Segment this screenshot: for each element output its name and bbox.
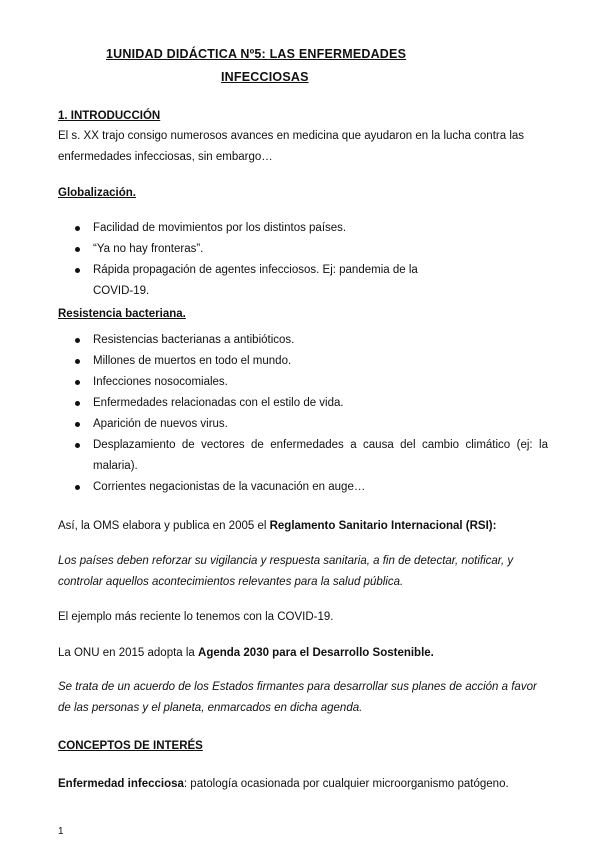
list-item: Facilidad de movimientos por los distintos países. bbox=[58, 218, 548, 239]
oms-paragraph: Así, la OMS elabora y publica en 2005 el Reglamento Sanitario Internacional (RSI): bbox=[58, 520, 497, 532]
bullet-icon bbox=[75, 268, 80, 273]
bullet-icon bbox=[75, 338, 80, 343]
resistencia-list bbox=[58, 330, 548, 498]
definition-paragraph: Enfermedad infecciosa: patología ocasionada por cualquier microorganismo patógeno. bbox=[58, 778, 509, 790]
definition-term: Enfermedad infecciosa bbox=[58, 778, 184, 790]
subheading-globalizacion: Globalización. bbox=[58, 187, 136, 199]
list-item: Infecciones nosocomiales. bbox=[58, 372, 548, 393]
bullet-icon bbox=[75, 485, 80, 490]
document-title-line-1: 1UNIDAD DIDÁCTICA Nº5: LAS ENFERMEDADES bbox=[106, 47, 407, 61]
oms-quote: Los países deben reforzar su vigilancia y respuesta sanitaria, a fin de detectar, notificar, y controlar aquellos acontecimientos relevantes para la salud pública. bbox=[58, 555, 514, 588]
bullet-icon bbox=[75, 422, 80, 427]
list-item: Desplazamiento de vectores de enfermedades a causa del cambio climático (ej: la malaria). bbox=[58, 435, 548, 477]
list-item: Enfermedades relacionadas con el estilo de vida. bbox=[58, 393, 548, 414]
intro-paragraph: El s. XX trajo consigo numerosos avances en medicina que ayudaron en la lucha contra las enfermedades infecciosas, sin embargo… bbox=[58, 130, 525, 163]
page-number: 1 bbox=[58, 826, 64, 837]
bullet-icon bbox=[75, 380, 80, 385]
list-item: “Ya no hay fronteras”. bbox=[58, 239, 548, 260]
agenda-bold-text: Agenda 2030 para el Desarrollo Sostenible. bbox=[198, 647, 434, 659]
bullet-icon bbox=[75, 359, 80, 364]
list-item: Rápida propagación de agentes infecciosos. Ej: pandemia de la COVID-19. bbox=[58, 260, 428, 302]
onu-quote: Se trata de un acuerdo de los Estados firmantes para desarrollar sus planes de acción a favor de las personas y el planeta, enmarcados en dicha agenda. bbox=[58, 681, 537, 714]
section-heading-introduccion: 1. INTRODUCCIÓN bbox=[58, 110, 161, 122]
rsi-bold-text: Reglamento Sanitario Internacional (RSI): bbox=[269, 520, 497, 532]
covid-example-paragraph: El ejemplo más reciente lo tenemos con la COVID-19. bbox=[58, 611, 334, 623]
section-heading-conceptos: CONCEPTOS DE INTERÉS bbox=[58, 740, 203, 752]
list-item: Resistencias bacterianas a antibióticos. bbox=[58, 330, 548, 351]
list-item: Corrientes negacionistas de la vacunación en auge… bbox=[58, 477, 548, 498]
bullet-icon bbox=[75, 247, 80, 252]
bullet-icon bbox=[75, 443, 80, 448]
list-item: Millones de muertos en todo el mundo. bbox=[58, 351, 548, 372]
list-item: Aparición de nuevos virus. bbox=[58, 414, 548, 435]
document-title-line-2: INFECCIOSAS bbox=[221, 70, 309, 84]
subheading-resistencia: Resistencia bacteriana. bbox=[58, 308, 186, 320]
bullet-icon bbox=[75, 226, 80, 231]
globalizacion-list bbox=[58, 218, 548, 302]
onu-paragraph: La ONU en 2015 adopta la Agenda 2030 para el Desarrollo Sostenible. bbox=[58, 647, 434, 659]
bullet-icon bbox=[75, 401, 80, 406]
